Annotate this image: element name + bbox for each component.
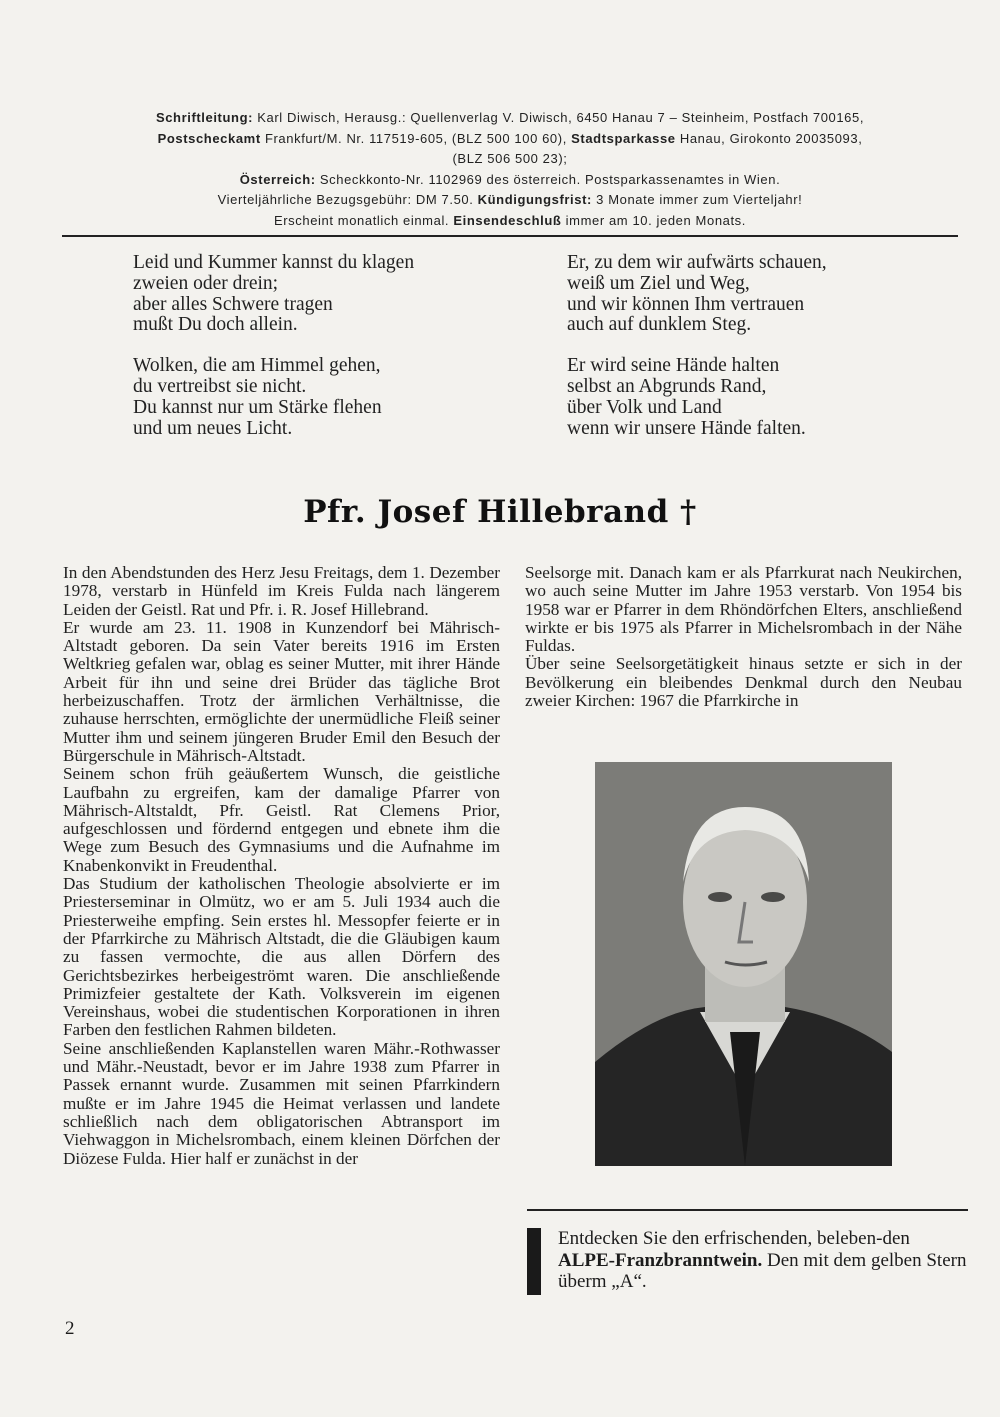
ad-brand: ALPE-Franzbranntwein.: [558, 1249, 763, 1271]
article-right-column: [525, 564, 962, 710]
imprint-label: Stadtsparkasse: [571, 130, 676, 146]
poem-line: über Volk und Land: [567, 396, 722, 418]
imprint-text: Vierteljährliche Bezugsgebühr: DM 7.50.: [217, 192, 478, 207]
poem-right-column: [567, 253, 827, 459]
header-rule: [62, 235, 958, 237]
imprint-text: immer am 10. jeden Monats.: [561, 212, 746, 228]
poem-line: wenn wir unsere Hände falten.: [567, 417, 806, 439]
poem-line: aber alles Schwere tragen: [133, 293, 333, 315]
imprint-label: Einsendeschluß: [453, 212, 562, 228]
imprint-label: Postscheckamt: [157, 130, 261, 146]
poem-line: auch auf dunklem Steg.: [567, 314, 752, 336]
poem-line: selbst an Abgrunds Rand,: [567, 375, 767, 397]
imprint-text: 3 Monate immer zum Vierteljahr!: [591, 192, 803, 207]
poem-line: Du kannst nur um Stärke flehen: [133, 396, 382, 418]
poem-line: Er wird seine Hände halten: [567, 355, 780, 377]
imprint: [62, 108, 958, 231]
imprint-label: Schriftleitung:: [155, 110, 254, 125]
poem-line: Leid und Kummer kannst du klagen: [133, 252, 415, 273]
poem-line: Er, zu dem wir aufwärts schauen,: [567, 252, 827, 273]
ad-rule: [527, 1209, 968, 1211]
poem-line: mußt Du doch allein.: [133, 314, 298, 336]
poem-line: Wolken, die am Himmel gehen,: [133, 355, 381, 377]
ad-text: [558, 1228, 968, 1293]
imprint-text: Erscheint monatlich einmal.: [273, 212, 454, 228]
imprint-label: Kündigungsfrist:: [477, 192, 592, 207]
imprint-text: Frankfurt/M. Nr. 117519-605, (BLZ 500 100 60),: [260, 130, 572, 146]
poem-stanza: [567, 356, 827, 439]
article-left-column: [63, 564, 500, 1168]
imprint-label: Österreich:: [239, 171, 316, 187]
ad-text-part: Den mit dem gelben Stern überm „A“.: [558, 1249, 967, 1292]
imprint-text: Hanau, Girokonto 20035093,: [675, 130, 863, 146]
ad-text-part: Entdecken Sie den erfrischenden, beleben-den: [558, 1228, 910, 1249]
article-paragraph: Seelsorge mit. Danach kam er als Pfarrkurat nach Neukirchen, wo auch seine Mutter im Jahre 1953 verstarb. Von 1954 bis 1958 war er Pfarrer in dem Rhöndörfchen Elters, anschließend wirkte er bis 1975 als Pfarrer in Michelsrombach in der Nähe Fuldas.: [525, 563, 962, 656]
article-paragraph: Er wurde am 23. 11. 1908 in Kunzendorf bei Mährisch-Altstadt geboren. Da sein Vater bereits 1916 im Ersten Weltkrieg gefalen war, oblag es seiner Mutter, mit ihrer Hände Arbeit für ihn und seine drei Brüder das tägliche Brot herbeizuschaffen. Trotz der ärmlichen Verhältnisse, die zuhause herrschten, ermöglichte der unermüdliche Fleiß seiner Mutter ihm und seinem jüngeren Bruder Emil den Besuch der Bürgerschule in Mährisch-Altstadt.: [63, 617, 500, 765]
poem-stanza: [133, 356, 414, 439]
article-paragraph: Seinem schon früh geäußertem Wunsch, die geistliche Laufbahn zu ergreifen, kam der damalige Pfarrer von Mährisch-Altstaldt, Pfr. Geistl. Rat Clemens Prior, aufgeschlossen und fördernd entgegen und ebnete ihm die Wege zum Besuch des Gymnasiums und die Aufnahme im Knabenkonvikt in Freudenthal.: [63, 764, 500, 875]
article-paragraph: In den Abendstunden des Herz Jesu Freitags, dem 1. Dezember 1978, verstarb in Hünfeld im Kreis Fulda nach längerem Leiden der Geistl. Rat und Pfr. i. R. Josef Hillebrand.: [63, 563, 500, 619]
imprint-text: Karl Diwisch, Herausg.: Quellenverlag V. Diwisch, 6450 Hanau 7 – Steinheim, Postfach 700165,: [253, 110, 865, 125]
ad-marker-bar: [527, 1228, 541, 1295]
poem-line: weiß um Ziel und Weg,: [567, 272, 750, 294]
poem-line: und um neues Licht.: [133, 417, 293, 439]
article-paragraph: Über seine Seelsorgetätigkeit hinaus setzte er sich in der Bevölkerung ein bleibendes Denkmal durch den Neubau zweier Kirchen: 1967 die Pfarrkirche in: [525, 654, 962, 711]
poem-stanza: [133, 253, 414, 336]
poem-line: zweien oder drein;: [133, 272, 279, 294]
poem-left-column: [133, 253, 414, 459]
article-paragraph: Das Studium der katholischen Theologie absolvierte er im Priesterseminar in Olmütz, wo er am 5. Juli 1934 auch die Priesterweihe empfing. Sein erstes hl. Messopfer feierte er in der Pfarrkirche zu Mährisch Altstadt, die die Gläubigen kaum zu fassen vermochte, die aus allen Dörfern des Gerichtsbezirkes herbeigeströmt waren. Die anschließende Primizfeier gestaltete der Kath. Volksverein im eigenen Vereinshaus, wobei die studentischen Korporationen in ihren Farben den festlichen Rahmen bildeten.: [63, 874, 500, 1040]
portrait-photo: [595, 762, 892, 1166]
poem-line: und wir können Ihm vertrauen: [567, 293, 805, 315]
portrait-image: [595, 762, 892, 1166]
page-number: 2: [65, 1318, 75, 1339]
poem-line: du vertreibst sie nicht.: [133, 375, 307, 397]
imprint-text: Scheckkonto-Nr. 1102969 des österreich. Postsparkassenamtes in Wien.: [315, 171, 781, 187]
imprint-text: (BLZ 506 500 23);: [452, 151, 568, 166]
article-title: Pfr. Josef Hillebrand †: [303, 494, 697, 530]
poem-stanza: [567, 253, 827, 336]
article-paragraph: Seine anschließenden Kaplanstellen waren Mähr.-Rothwasser und Mähr.-Neustadt, bevor er im Jahre 1938 zum Pfarrer in Passek ernannt wurde. Zusammen mit seinen Pfarrkindern mußte er im Jahre 1945 die Heimat verlassen und landete schließlich nach dem obligatorischen Abtransport im Viehwaggon in Michelsrombach, einem kleinen Dörfchen der Diözese Fulda. Hier half er zunächst in der: [63, 1038, 500, 1168]
